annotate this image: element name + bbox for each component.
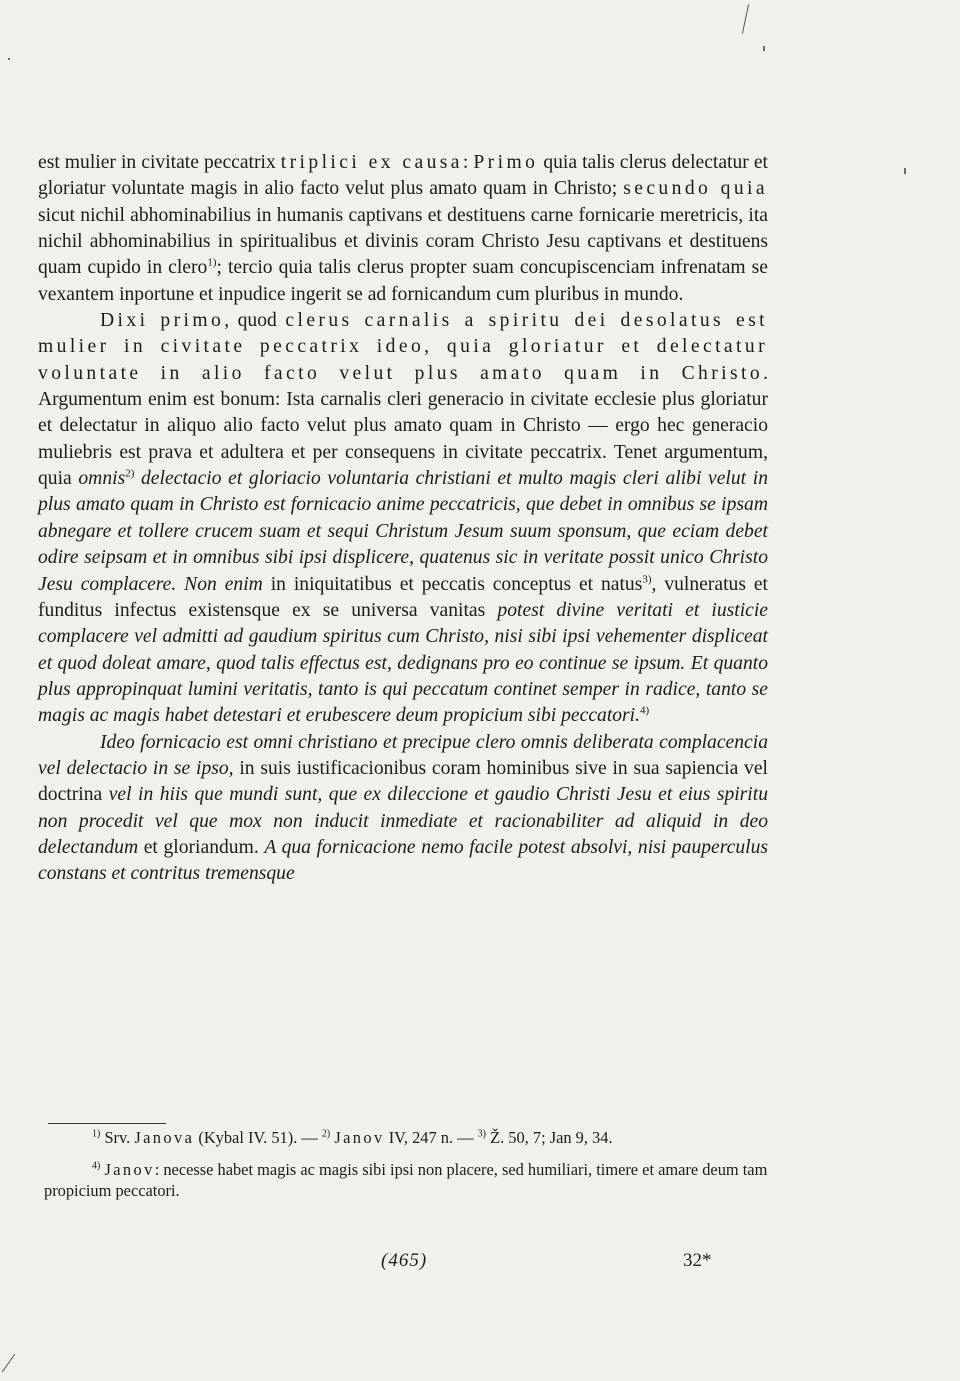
footnote xyxy=(44,1159,772,1202)
text-run: Primo xyxy=(473,152,539,173)
paragraph xyxy=(38,150,768,308)
text-run: secundo quia xyxy=(623,178,768,200)
text-run: sicut nichil abhominabilius in humanis captivans et destituens carne fornicarie meretricis, ita nichil abhominabilius in spiritualibus et divinis coram Christo Jesu captivans et destituens quam cupido in clero xyxy=(38,204,768,279)
text-run: in iniquitatibus et peccatis conceptus et natus xyxy=(262,573,643,595)
text-run: Janov xyxy=(104,1159,155,1179)
text-run: omnis xyxy=(78,468,126,490)
footnote-rule xyxy=(48,1123,166,1124)
text-run: Dixi primo xyxy=(100,310,225,332)
text-run: vel in hiis que mundi sunt, que ex dileccione et gaudio Christi Jesu et eius spiritu non procedit vel que mox non inducit inmediate et racionabiliter ad aliquid in deo delectandum xyxy=(38,784,768,858)
footnote xyxy=(44,1127,772,1149)
text-run: : xyxy=(462,152,474,173)
text-run: potest divine veritati et iusticie complacere vel admitti ad gaudium spiritus cum Christo, nisi sibi ipsi vehementer displiceat et quod doleat amare, quod talis effectus est, dedignans pro eo continue se ipsum. Et quanto plus appropinquat lumini veritatis, tanto is qui peccatum continet semper in radice, tanto se magis ac magis habet detestari et erubescere deum propicium sibi peccatori. xyxy=(38,599,768,727)
text-run: clerus carnalis a spiritu dei desolatus est mulier in civitate peccatrix ideo, quia gloriatur et delectatur voluntate in alio facto velut plus amato quam in Christo xyxy=(38,310,768,384)
footnote-marker: 4) xyxy=(92,1160,101,1172)
footnote-marker: 1) xyxy=(92,1128,101,1140)
speck xyxy=(8,58,10,60)
text-run: : necesse habet magis ac magis sibi ipsi non placere, sed humiliari, timere et amare deum tam propicium peccatori. xyxy=(44,1159,768,1200)
text-run: Ž. 50, 7; Jan 9, 34. xyxy=(485,1128,613,1147)
footnotes xyxy=(44,1127,772,1202)
text-run: est mulier in civitate peccatrix xyxy=(38,152,281,173)
text-run: , vulneratus et funditus infectus existensque ex se universa vanitas xyxy=(38,573,768,621)
paragraph xyxy=(38,730,768,888)
footnote-marker: 4) xyxy=(640,704,650,717)
text-run: triplici ex causa xyxy=(280,152,463,173)
speck xyxy=(904,168,906,174)
text-run: quia talis clerus delectatur et gloriatur voluntate magis in alio facto velut plus amato quam in Christo; xyxy=(38,152,768,200)
speck xyxy=(763,46,765,51)
text-run: . Argumentum enim est bonum: Ista carnalis cleri generacio in civitate ecclesie plus gloriatur et delectatur in aliquo alio facto velut plus amato quam in Christo — ergo hec generacio muliebris est prava et adultera et per consequens in civitate peccatrix. Tenet argumentum, quia xyxy=(38,362,768,490)
text-run: Janova xyxy=(134,1128,195,1147)
signature-mark: 32* xyxy=(683,1250,712,1271)
footnote-marker: 2) xyxy=(125,467,135,480)
text-run: ; tercio quia talis clerus propter suam concupiscenciam infrenatam se vexantem inportune et inpudice ingerit se ad fornicandum cum pluribus in mundo. xyxy=(38,257,768,305)
text-run: Janov xyxy=(334,1128,385,1147)
text-run: et gloriandum. xyxy=(138,836,265,858)
text-run: delectacio et gloriacio voluntaria christiani et multo magis cleri alibi velut in plus amato quam in Christo est fornicacio anime peccatricis, que debet in omnibus se ipsam abnegare et tollere crucem suam et sequi Christum Jesum suum sponsum, que eciam debet odire seipsam et in omnibus sibi ipsi displicere, quatenus sic in veritate possit unico Christo Jesu complacere. Non enim xyxy=(38,468,768,595)
footnote-marker: 1) xyxy=(207,256,217,269)
paragraph xyxy=(38,308,768,730)
text-run: (Kybal IV. 51). — xyxy=(194,1128,322,1147)
body-text xyxy=(38,150,768,888)
pencil-mark xyxy=(742,4,749,34)
text-run: A qua fornicacione nemo facile potest absolvi, nisi pauperculus constans et contritus tremensque xyxy=(38,836,768,885)
text-run: in suis iustificacionibus coram hominibus sive in sua sapiencia vel doctrina xyxy=(38,757,768,806)
page-number: (465) xyxy=(381,1250,428,1271)
text-run: Srv. xyxy=(100,1128,135,1147)
footnote-marker: 2) xyxy=(321,1128,331,1140)
footnote-marker: 3) xyxy=(477,1128,486,1140)
text-run: IV, 247 n. — xyxy=(384,1128,478,1147)
text-run: Ideo fornicacio est omni christiano et precipue clero omnis deliberata complacencia vel delectacio in se ipso, xyxy=(38,731,768,779)
text-run: , quod xyxy=(224,310,286,332)
footnote-marker: 3) xyxy=(642,572,652,585)
pencil-mark xyxy=(2,1354,15,1373)
